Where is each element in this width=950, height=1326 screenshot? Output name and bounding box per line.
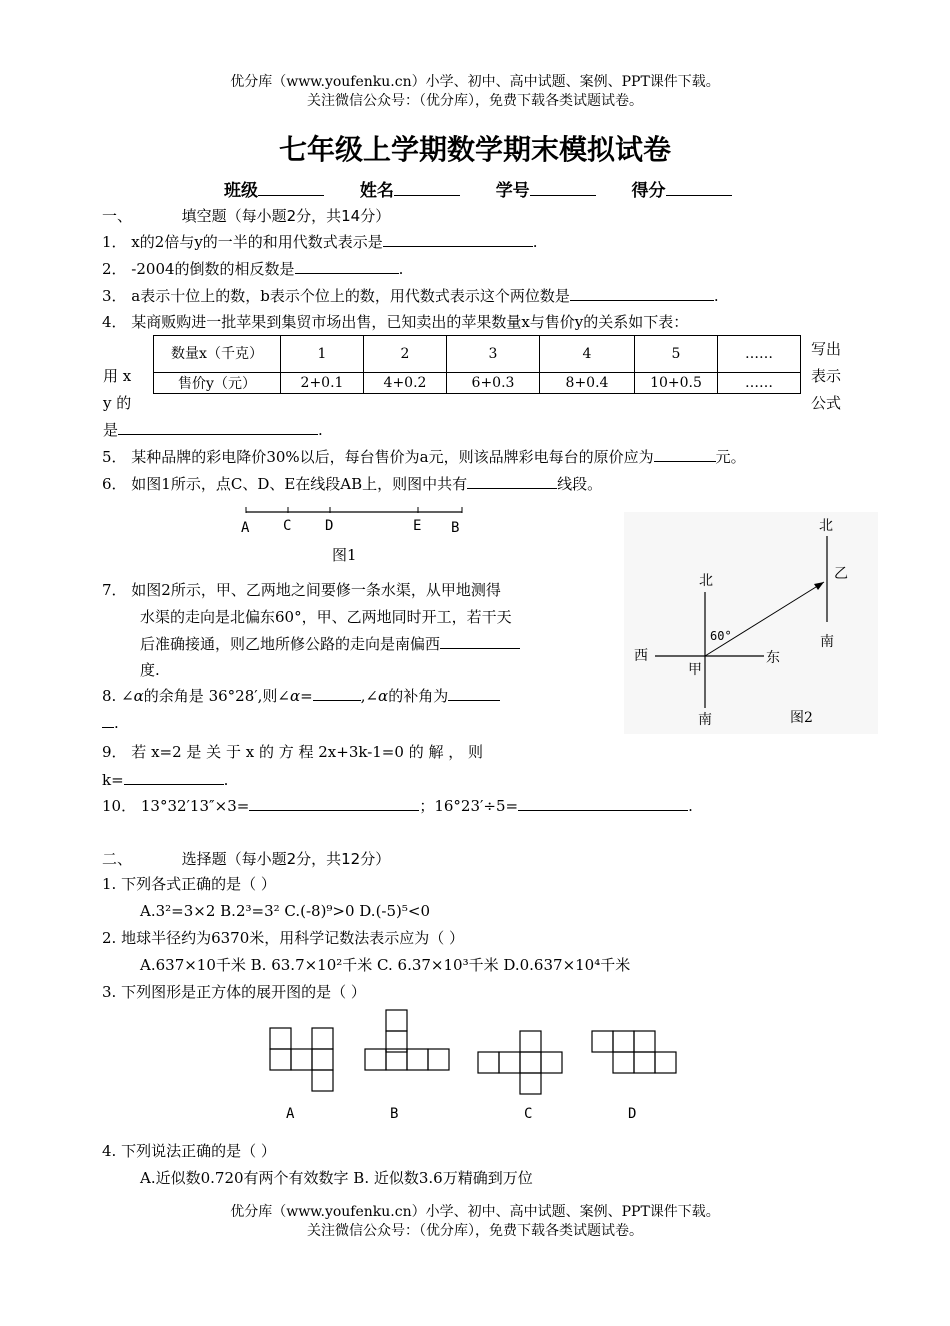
- name-label: 姓名: [359, 181, 394, 201]
- table-cell: 8+0.4: [540, 373, 635, 394]
- figure-2: [624, 512, 878, 734]
- s2-q2: 2. 地球半径约为6370米，用科学记数法表示应为（ ）: [102, 929, 465, 947]
- s1-q10-b: ；16°23′÷5=: [419, 797, 519, 815]
- number-label: 学号: [495, 181, 530, 201]
- s1-q4-right1: 写出: [811, 340, 842, 358]
- s1-q6-blank: [467, 472, 557, 489]
- table-cell: 3: [447, 336, 540, 373]
- score-label: 得分: [631, 181, 666, 201]
- s1-q7-line3: [140, 632, 520, 655]
- relation-table: [153, 335, 801, 394]
- s1-q8-blank1: [313, 684, 361, 701]
- s1-q7-line4: 度.: [140, 661, 160, 679]
- s1-q3-blank: [570, 284, 714, 301]
- s1-q4-blank: [118, 418, 318, 435]
- fig2-yi: 乙: [834, 566, 848, 582]
- s1-q4-tail: 是 .: [103, 418, 323, 441]
- fig2-background: [624, 512, 878, 734]
- fig2-south-jia: 南: [698, 712, 712, 728]
- page-title: 七年级上学期数学期末模拟试卷: [278, 133, 671, 166]
- section1-heading: [102, 205, 390, 226]
- s1-q9: 9． 若 x=2 是 关 于 x 的 方 程 2x+3k-1=0 的 解 ， 则: [102, 743, 483, 761]
- name-blank: [394, 179, 460, 196]
- s1-q10: 10． 13°32′13″×3= ；16°23′÷5= .: [102, 794, 693, 817]
- s1-q2-text: 2． -2004的倒数的相反数是: [102, 260, 295, 278]
- s1-q6: [102, 472, 602, 495]
- table-cell: ……: [718, 336, 801, 373]
- s1-q4-right2: 表示: [811, 367, 842, 385]
- s1-q7-line1: 7． 如图2所示，甲、乙两地之间要修一条水渠，从甲地测得: [102, 581, 501, 599]
- s1-q3-text: 3． a表示十位上的数，b表示个位上的数，用代数式表示这个两位数是: [102, 287, 570, 305]
- net-c: [478, 1031, 562, 1094]
- s2-q1: 1. 下列各式正确的是（ ）: [102, 875, 276, 893]
- info-line: [224, 176, 732, 201]
- fig2-east: 东: [766, 650, 780, 666]
- number-blank: [530, 179, 596, 196]
- net-d: [592, 1031, 676, 1073]
- s1-q8-blank2: [448, 684, 500, 701]
- table-cell: 2: [364, 336, 447, 373]
- header-line-2: 关注微信公众号：（优分库），免费下载各类试题试卷。: [307, 93, 643, 109]
- header-line-1: 优分库（www.youfenku.cn）小学、初中、高中试题、案例、PPT课件下载。: [230, 74, 720, 90]
- fig2-north-jia: 北: [699, 573, 713, 589]
- cube-nets-figure: [260, 1008, 690, 1126]
- s1-q8-b: 的余角是 36°28′,则∠: [143, 687, 290, 705]
- section2-title: 选择题（每小题2分，共12分）: [181, 850, 391, 868]
- table-row: [154, 336, 801, 373]
- section1-num: 一、: [102, 207, 133, 225]
- table-cell: 5: [635, 336, 718, 373]
- s1-q5: [102, 445, 746, 468]
- s1-q8-blank2-cont: [102, 711, 114, 728]
- footer-line-1: 优分库（www.youfenku.cn）小学、初中、高中试题、案例、PPT课件下载。: [230, 1204, 720, 1220]
- s1-q1: 1． x的2倍与y的一半的和用代数式表示是 .: [102, 230, 538, 253]
- fig1-label-b: B: [451, 520, 460, 536]
- alpha-symbol: α: [133, 687, 144, 705]
- class-blank: [258, 179, 324, 196]
- fig2-west: 西: [634, 648, 648, 664]
- s1-q2: 2． -2004的倒数的相反数是 .: [102, 257, 403, 280]
- alpha-symbol: α: [378, 687, 389, 705]
- s2-q4: 4. 下列说法正确的是（ ）: [102, 1142, 276, 1160]
- table-head-price: 售价y（元）: [154, 373, 281, 394]
- s1-q4-left2: y 的: [103, 394, 132, 412]
- s1-q5-blank: [654, 445, 716, 462]
- s1-q1-blank: [383, 230, 533, 247]
- table-cell: 10+0.5: [635, 373, 718, 394]
- s1-q4-tail-text: 是: [103, 421, 119, 439]
- s1-q2-blank: [295, 257, 399, 274]
- alpha-symbol: α: [289, 687, 301, 705]
- s1-q4-right3: 公式: [811, 394, 842, 412]
- s2-q3: 3. 下列图形是正方体的展开图的是（ ）: [102, 983, 366, 1001]
- s1-q9-blank: [124, 768, 224, 785]
- s1-q8-a: 8. ∠: [102, 687, 134, 705]
- fig1-caption: 图1: [332, 546, 357, 564]
- s1-q8-d: ,∠: [360, 687, 379, 705]
- s1-q5-unit: 元。: [715, 448, 746, 466]
- s1-q6-text: 6． 如图1所示，点C、D、E在线段AB上，则图中共有: [102, 475, 468, 493]
- s1-q10-blank2: [518, 794, 688, 811]
- score-blank: [666, 179, 732, 196]
- net-b: [365, 1010, 449, 1070]
- net-label-b: B: [390, 1106, 399, 1122]
- s1-q7-line2: 水渠的走向是北偏东60°，甲、乙两地同时开工，若干天: [140, 608, 512, 626]
- s1-q8-e: 的补角为: [388, 687, 449, 705]
- fig1-label-d: D: [325, 518, 334, 534]
- s1-q4: 4． 某商贩购进一批苹果到集贸市场出售，已知卖出的苹果数量x与售价y的关系如下表：: [102, 313, 689, 331]
- fig1-label-c: C: [283, 518, 292, 534]
- section2-heading: [102, 848, 390, 869]
- table-row: [154, 373, 801, 394]
- fig1-label-e: E: [413, 518, 422, 534]
- s1-q8-cont: .: [102, 711, 119, 734]
- s1-q8: [102, 684, 500, 707]
- fig1-label-a: A: [241, 520, 250, 536]
- section2-num: 二、: [102, 850, 133, 868]
- section1-title: 填空题（每小题2分，共14分）: [181, 207, 391, 225]
- s1-q5-text: 5． 某种品牌的彩电降价30%以后，每台售价为a元，则该品牌彩电每台的原价应为: [102, 448, 654, 466]
- figure-1: [236, 500, 476, 570]
- net-a: [270, 1028, 333, 1091]
- net-label-a: A: [286, 1106, 295, 1122]
- table-cell: 4+0.2: [364, 373, 447, 394]
- fig2-south-yi: 南: [820, 634, 834, 650]
- s1-q10-a: 10． 13°32′13″×3=: [102, 797, 250, 815]
- s2-q4-options: A.近似数0.720有两个有效数字 B. 近似数3.6万精确到万位: [140, 1169, 533, 1187]
- s1-q8-c: =: [300, 687, 313, 705]
- s1-q7-text: 后准确接通，则乙地所修公路的走向是南偏西: [140, 635, 441, 653]
- s1-q9-tail-text: k=: [102, 771, 124, 789]
- footer-line-2: 关注微信公众号：（优分库），免费下载各类试题试卷。: [307, 1223, 643, 1239]
- fig2-jia: 甲: [688, 662, 702, 678]
- fig2-angle: 60°: [710, 629, 732, 643]
- table-cell: 4: [540, 336, 635, 373]
- net-label-d: D: [628, 1106, 637, 1122]
- s1-q7-blank: [440, 632, 520, 649]
- table-cell: 2+0.1: [281, 373, 364, 394]
- fig2-north-yi: 北: [819, 518, 833, 534]
- table-cell: 1: [281, 336, 364, 373]
- s2-q1-options: A.3²=3×2 B.2³=3² C.(-8)⁹>0 D.(-5)⁵<0: [140, 902, 431, 920]
- s1-q10-blank1: [249, 794, 419, 811]
- net-label-c: C: [524, 1106, 533, 1122]
- class-label: 班级: [224, 181, 258, 201]
- table-cell: 6+0.3: [447, 373, 540, 394]
- s2-q2-options: A.637×10千米 B. 63.7×10²千米 C. 6.37×10³千米 D.0.637×10⁴千米: [140, 956, 631, 974]
- s1-q4-left1: 用 x: [103, 367, 132, 385]
- fig2-caption: 图2: [790, 710, 813, 726]
- s1-q1-text: 1． x的2倍与y的一半的和用代数式表示是: [102, 233, 383, 251]
- table-cell: ……: [718, 373, 801, 394]
- s1-q9-tail: k= .: [102, 768, 228, 791]
- s1-q3: 3． a表示十位上的数，b表示个位上的数，用代数式表示这个两位数是 .: [102, 284, 719, 307]
- table-head-quantity: 数量x（千克）: [154, 336, 281, 373]
- s1-q6-tail: 线段。: [557, 475, 603, 493]
